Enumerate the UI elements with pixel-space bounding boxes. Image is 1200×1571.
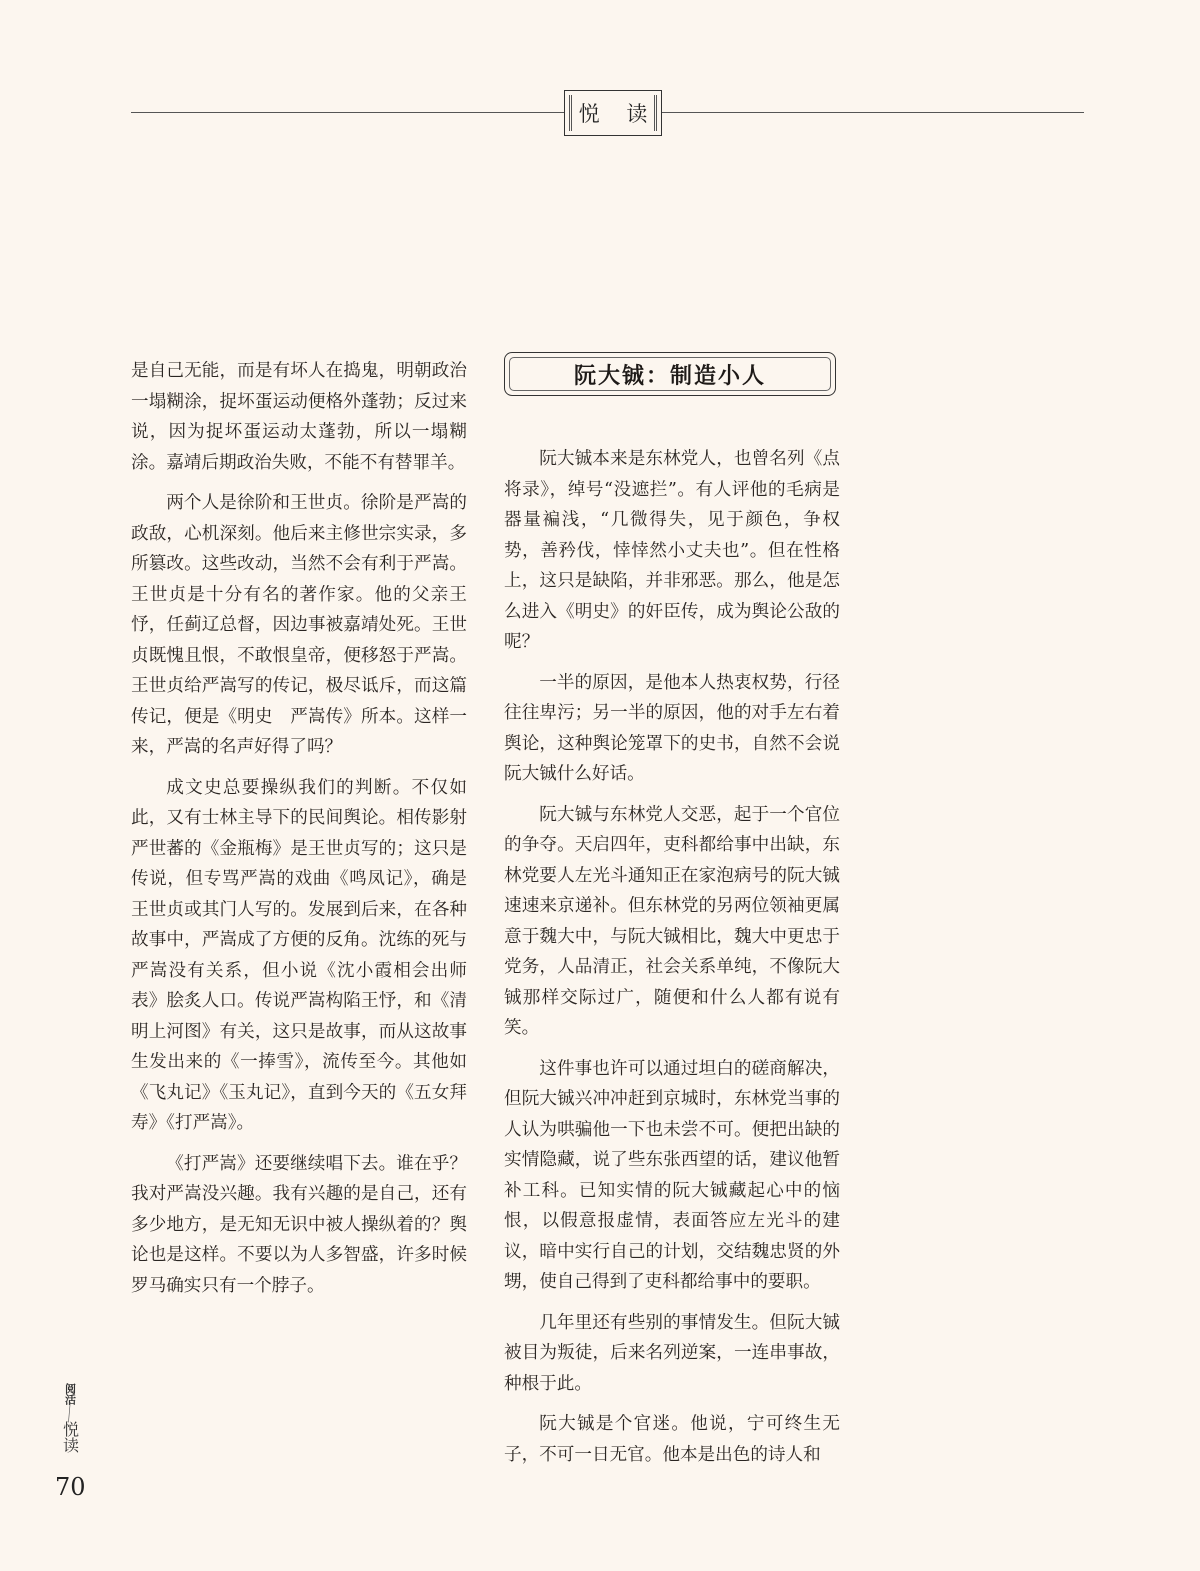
right-text-column xyxy=(504,444,840,1480)
paragraph: 阮大铖本来是东林党人，也曾名列《点将录》，绰号“没遮拦”。有人评他的毛病是器量褊浅，“几微得失，见于颜色，争权势，善矜伐，悻悻然小丈夫也”。但在性格上，这只是缺陷，并非邪恶。那么，他是怎么进入《明史》的奸臣传，成为舆论公敌的呢？ xyxy=(504,449,840,652)
paragraph: 是自己无能，而是有坏人在捣鬼，明朝政治一塌糊涂，捉坏蛋运动便格外蓬勃；反过来说，因为捉坏蛋运动太蓬勃，所以一塌糊涂。嘉靖后期政治失败，不能不有替罪羊。 xyxy=(131,361,467,473)
paragraph: 《打严嵩》还要继续唱下去。谁在乎？我对严嵩没兴趣。我有兴趣的是自己，还有多少地方，是无知无识中被人操纵着的？舆论也是这样。不要以为人多智盛，许多时候罗马确实只有一个脖子。 xyxy=(131,1153,467,1296)
article-title: 阮大铖：制造小人 xyxy=(573,363,766,389)
paragraph: 阮大铖是个官迷。他说，宁可终生无子，不可一日无官。他本是出色的诗人和 xyxy=(504,1414,840,1465)
magazine-column-mark xyxy=(55,1383,85,1453)
header-rule-right xyxy=(662,112,1084,113)
paragraph: 成文史总要操纵我们的判断。不仅如此，又有士林主导下的民间舆论。相传影射严世蕃的《金瓶梅》是王世贞写的；这只是传说，但专骂严嵩的戏曲《鸣凤记》，确是王世贞或其门人写的。发展到后来，在各种故事中，严嵩成了方便的反角。沈练的死与严嵩没有关系，但小说《沈小霞相会出师表》脍炙人口。传说严嵩构陷王忬，和《清明上河图》有关，这只是故事，而从这故事生发出来的《一捧雪》，流传至今。其他如《飞丸记》《玉丸记》，直到今天的《五女拜寿》《打严嵩》。 xyxy=(131,777,467,1133)
column-tag: 悦读 xyxy=(60,1421,80,1453)
section-header-label: 悦 读 xyxy=(578,102,658,126)
section-header-badge xyxy=(564,90,662,136)
magazine-tag: 阅活 xyxy=(63,1383,77,1405)
paragraph: 这件事也许可以通过坦白的磋商解决，但阮大铖兴冲冲赶到京城时，东林党当事的人认为哄骗他一下也未尝不可。便把出缺的实情隐藏，说了些东张西望的话，建议他暂补工科。已知实情的阮大铖藏起心中的恼恨，以假意报虚情，表面答应左光斗的建议，暗中实行自己的计划，交结魏忠贤的外甥，使自己得到了吏科都给事中的要职。 xyxy=(504,1058,840,1292)
paragraph: 阮大铖与东林党人交恶，起于一个官位的争夺。天启四年，吏科都给事中出缺，东林党要人左光斗通知正在家泡病号的阮大铖速速来京递补。但东林党的另两位领袖更属意于魏大中，与阮大铖相比，魏大中更忠于党务，人品清正，社会关系单纯，不像阮大铖那样交际过广，随便和什么人都有说有笑。 xyxy=(504,804,840,1038)
header-rule-left xyxy=(131,112,564,113)
divider-slash: ／ xyxy=(57,1400,82,1426)
paragraph: 两个人是徐阶和王世贞。徐阶是严嵩的政敌，心机深刻。他后来主修世宗实录，多所篡改。这些改动，当然不会有利于严嵩。王世贞是十分有名的著作家。他的父亲王忬，任蓟辽总督，因边事被嘉靖处死。王世贞既愧且恨，不敢恨皇帝，便移怒于严嵩。王世贞给严嵩写的传记，极尽诋斥，而这篇传记，便是《明史 严嵩传》所本。这样一来，严嵩的名声好得了吗？ xyxy=(131,493,467,757)
article-title-box xyxy=(504,352,836,396)
paragraph: 一半的原因，是他本人热衷权势，行径往往卑污；另一半的原因，他的对手左右着舆论，这种舆论笼罩下的史书，自然不会说阮大铖什么好话。 xyxy=(504,672,840,784)
left-text-column xyxy=(131,356,467,1311)
page-number: 70 xyxy=(55,1473,86,1501)
paragraph: 几年里还有些别的事情发生。但阮大铖被目为叛徒，后来名列逆案，一连串事故，种根于此。 xyxy=(504,1312,840,1394)
